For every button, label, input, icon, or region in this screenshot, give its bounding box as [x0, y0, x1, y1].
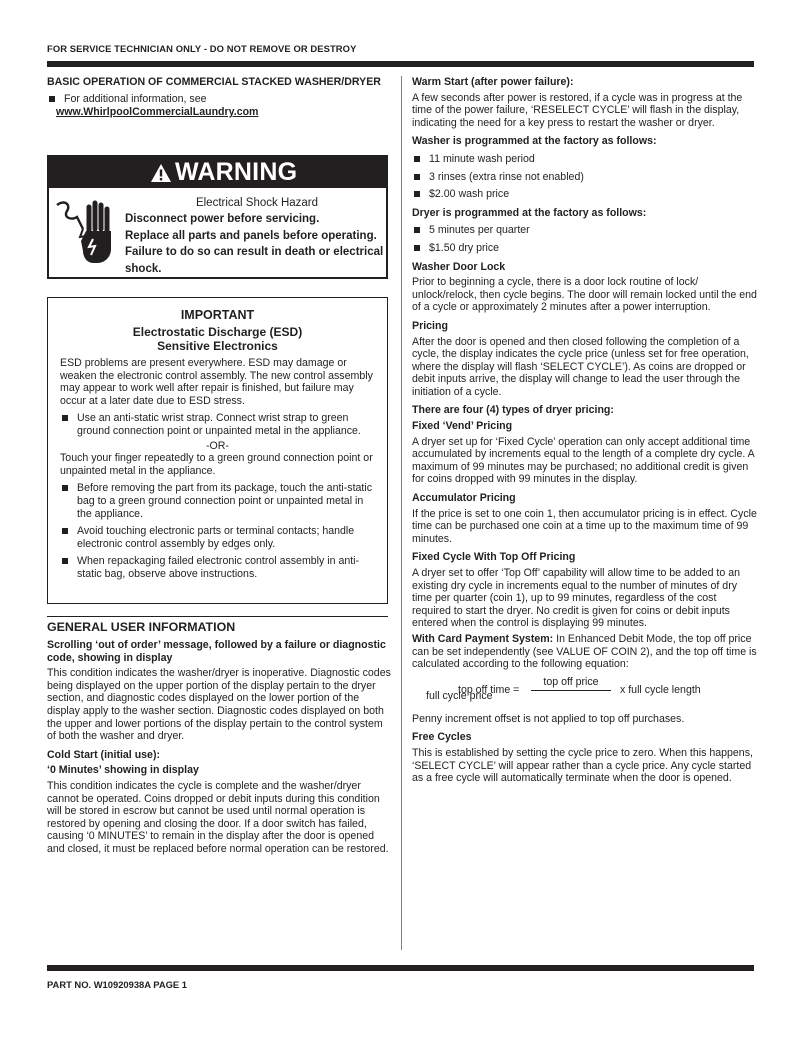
door-lock-body: Prior to beginning a cycle, there is a door lock routine of lock/ unlock/relock, then cycle begins. The door will remain locked until the end of a cycle or approximately 2 minutes after a power interruption.	[412, 276, 757, 314]
fraction-bar	[531, 690, 611, 691]
electrical-shock-hand-icon	[53, 195, 123, 269]
esd-bullet-1: Use an anti-static wrist strap. Connect wrist strap to green ground connection point or unpainted metal in the appliance.	[60, 412, 375, 437]
important-box	[47, 297, 388, 604]
bottom-rule	[47, 965, 754, 971]
whirlpool-link[interactable]: www.WhirlpoolCommercialLaundry.com	[56, 106, 259, 118]
dryer-item: $1.50 dry price	[412, 242, 757, 255]
esd-subtitle-1: Electrostatic Discharge (ESD)	[132, 325, 303, 339]
vend-pricing-heading: Fixed ‘Vend’ Pricing	[412, 420, 513, 433]
esd-bullet-4: When repackaging failed electronic control assembly in anti-static bag, observe above instructions.	[60, 555, 375, 580]
card-payment-body: In Enhanced Debit Mode, the top off price can be set independently (see VALUE OF COIN 2), and the top off time is calculated according to the following equation:	[412, 632, 757, 671]
washer-program-list	[412, 153, 757, 201]
equation-numerator: top off price	[543, 675, 599, 688]
basic-operation-title: BASIC OPERATION OF COMMERCIAL STACKED WASHER/DRYER	[47, 76, 381, 88]
washer-program-heading: Washer is programmed at the factory as follows:	[412, 135, 657, 148]
washer-item: 3 rinses (extra rinse not enabled)	[412, 171, 757, 184]
esd-touch: Touch your finger repeatedly to a green ground connection point or unpainted metal in the appliance.	[60, 452, 373, 477]
card-payment-label: With Card Payment System:	[412, 632, 554, 645]
washer-item: 11 minute wash period	[412, 153, 757, 166]
general-info-rule	[47, 616, 388, 617]
left-column	[47, 76, 388, 119]
equation-lhs: top off time =	[458, 683, 520, 696]
esd-intro: ESD problems are present everywhere. ESD may damage or weaken the electronic control assembly. The new control assembly may appear to work well after repair is finished, but failure may occur at a later date due to ESD stress.	[60, 357, 373, 407]
dryer-program-heading: Dryer is programmed at the factory as follows:	[412, 206, 647, 219]
cold-start-heading: Cold Start (initial use):	[47, 748, 161, 761]
accumulator-body: If the price is set to one coin 1, then accumulator pricing is in effect. Cycle time can be purchased one coin at a time up to the maximum time of 99 minutes.	[412, 507, 757, 545]
info-list	[47, 93, 388, 118]
esd-subtitle-2: Sensitive Electronics	[157, 339, 278, 353]
warning-triangle-icon	[150, 163, 172, 183]
warm-start-body: A few seconds after power is restored, if a cycle was in progress at the time of the power failure, ‘RESELECT CYCLE’ will flash in the display, indicating the need for a key press to restart the washer or dryer.	[412, 91, 743, 129]
washer-item: $2.00 wash price	[412, 188, 757, 201]
free-cycles-body: This is established by setting the cycle price to zero. When this happens, ‘SELECT CYCLE’ will appear rather than a cycle price. Any cycle started as a free cycle will automatically terminate when the door is opened.	[412, 746, 753, 785]
equation-denominator: full cycle price	[426, 689, 493, 702]
dryer-program-list	[412, 224, 757, 254]
esd-list-1	[60, 412, 375, 437]
pricing-types-heading: There are four (4) types of dryer pricing:	[412, 404, 614, 417]
warning-line-3: Failure to do so can result in death or electrical shock.	[125, 246, 384, 275]
esd-bullet-3: Avoid touching electronic parts or terminal contacts; handle electronic control assembly by edges only.	[60, 525, 375, 550]
right-column	[412, 76, 757, 785]
zero-minutes-heading: ‘0 Minutes’ showing in display	[47, 764, 199, 777]
info-item	[47, 93, 388, 118]
hazard-title: Electrical Shock Hazard	[195, 197, 319, 209]
pricing-body: After the door is opened and then closed following the completion of a cycle, the display indicates the cycle price (unless set for free operation, where the display will flash ‘SELECT CYCLE’). As coins are dropped or debit inputs arrive, the display will change to lead the user through the initiation of a cycle.	[412, 335, 749, 398]
zero-minutes-body: This condition indicates the cycle is complete and the washer/dryer cannot be operated. Coins dropped or debit inputs during this condition will be stored in escrow but cannot be used until normal operation is restored by opening and closing the door. If a door switch has failed, causing ‘0 MINUTES’ to remain in the display after the door is opened and closed, it must be replaced before normal operation can be restored.	[47, 779, 389, 855]
warning-heading: WARNING	[175, 158, 298, 186]
scrolling-body: This condition indicates the washer/dryer is inoperative. Diagnostic codes being displayed on the upper portion of the display pertain to the dryer section, and diagnostic codes displayed on the lower portion of the display apply to the washer section. Diagnostic codes displayed on both the upper and lower portions of the display pertain to the control system of both the washer and dryer.	[47, 667, 391, 743]
equation-rhs: x full cycle length	[620, 683, 701, 696]
esd-bullet-2: Before removing the part from its package, touch the anti-static bag to a green ground connection point or unpainted metal in the appliance.	[60, 482, 375, 520]
column-divider	[401, 76, 402, 950]
top-rule	[47, 61, 754, 67]
pricing-heading: Pricing	[412, 319, 448, 332]
top-off-heading: Fixed Cycle With Top Off Pricing	[412, 551, 576, 564]
warning-box	[47, 155, 388, 279]
free-cycles-heading: Free Cycles	[412, 731, 472, 744]
warm-start-heading: Warm Start (after power failure):	[412, 76, 574, 88]
warning-text	[125, 195, 389, 277]
accumulator-heading: Accumulator Pricing	[412, 492, 516, 505]
dryer-item: 5 minutes per quarter	[412, 224, 757, 237]
or-separator: -OR-	[206, 439, 229, 452]
top-off-body: A dryer set to offer ‘Top Off’ capability will allow time to be added to an existing dry cycle in increments equal to the number of minutes of dry time per quarter (coin 1), up to 99 minutes, regardless of the cost required to start the dryer. No credit is given for coins or debit inputs entered when the control is displaying 99 minutes.	[412, 567, 740, 630]
card-payment-paragraph	[412, 633, 757, 671]
service-notice: FOR SERVICE TECHNICIAN ONLY - DO NOT REMOVE OR DESTROY	[47, 43, 357, 54]
esd-list-2	[60, 482, 375, 580]
penny-note: Penny increment offset is not applied to top off purchases.	[412, 712, 685, 725]
info-prefix: For additional information, see	[64, 93, 207, 106]
top-off-equation	[412, 677, 757, 707]
important-title: IMPORTANT	[180, 308, 255, 322]
general-user-information	[47, 620, 393, 856]
general-info-title: GENERAL USER INFORMATION	[47, 620, 236, 634]
warning-line-1: Disconnect power before servicing.	[125, 213, 320, 226]
warning-line-2: Replace all parts and panels before operating.	[125, 229, 377, 242]
part-number-footer: PART NO. W10920938A PAGE 1	[47, 979, 187, 990]
scrolling-heading: Scrolling ‘out of order’ message, followed by a failure or diagnostic code, showing in display	[47, 639, 386, 664]
door-lock-heading: Washer Door Lock	[412, 260, 506, 273]
vend-pricing-body: A dryer set up for ‘Fixed Cycle’ operation can only accept additional time accumulated by increments equal to the length of a complete dry cycle. A maximum of 99 minutes may be purchased; no additional credit is given for coins dropped with 99 minutes in the display.	[412, 435, 755, 486]
warning-header	[49, 157, 386, 188]
